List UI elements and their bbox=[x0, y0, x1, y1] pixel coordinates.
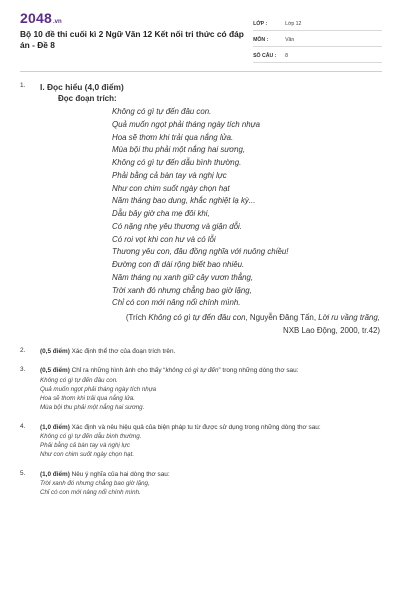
section-title: I. Đọc hiểu (4,0 điểm) bbox=[40, 82, 124, 92]
poem-line: Đường con đi dài rộng biết bao nhiêu. bbox=[112, 260, 245, 269]
source-author: , Nguyễn Đăng Tấn, bbox=[245, 313, 319, 322]
meta-label: MÔN : bbox=[253, 36, 269, 43]
meta-row-subject bbox=[253, 33, 382, 47]
poem-line: Có nặng nhẹ yêu thương và giận dỗi. bbox=[112, 221, 242, 231]
meta-label: LỚP : bbox=[253, 20, 268, 27]
question-body bbox=[40, 347, 382, 356]
excerpt-line: Hoa sẽ thơm khi trải qua nắng lửa. bbox=[40, 395, 136, 403]
poem-line: Phải bằng cả bàn tay và nghị lực bbox=[112, 170, 227, 180]
meta-value: Lớp 12 bbox=[285, 20, 302, 27]
question-number: 1. bbox=[20, 82, 26, 89]
meta-panel bbox=[253, 17, 382, 65]
meta-value: 8 bbox=[285, 52, 288, 59]
question-points: (1,0 điểm) bbox=[40, 423, 70, 431]
question-points: (0,5 điểm) bbox=[40, 367, 70, 375]
question-body bbox=[40, 470, 382, 498]
excerpt-line: Phải bằng cả bàn tay và nghị lực bbox=[40, 442, 130, 450]
header-left bbox=[20, 10, 253, 65]
meta-label: SỐ CÂU : bbox=[253, 52, 277, 59]
poem-line: Thương yêu con, đâu đồng nghĩa với nuông chiều! bbox=[112, 247, 289, 257]
question-4 bbox=[20, 423, 382, 460]
poem-line: Có roi vọt khi con hư và có lỗi bbox=[112, 234, 216, 244]
question-text: Chỉ ra những hình ảnh cho thấy “ bbox=[69, 367, 166, 375]
poem-line: Quả muốn ngọt phải tháng ngày tích nhựa bbox=[112, 119, 261, 129]
poem-line: Không có gì tự đến dẫu bình thường. bbox=[112, 158, 242, 167]
question-body bbox=[40, 366, 382, 412]
question-prompt bbox=[40, 423, 382, 432]
question-1 bbox=[20, 82, 382, 337]
logo-text: 2048 bbox=[20, 10, 52, 26]
excerpt-line: Không có gì tự đến dẫu bình thường. bbox=[40, 433, 142, 441]
page-header bbox=[20, 10, 382, 65]
question-2 bbox=[20, 347, 382, 356]
meta-row-class bbox=[253, 17, 382, 31]
poem-line: Chỉ có con mới nâng nổi chính mình. bbox=[112, 298, 241, 308]
question-3 bbox=[20, 366, 382, 412]
meta-value: Văn bbox=[285, 36, 295, 43]
question-text: Xác định và nêu hiệu quả của biện pháp tu từ được sử dụng trong những dòng thơ sau: bbox=[69, 423, 321, 431]
poem-line: Như con chim suốt ngày chọn hạt bbox=[112, 183, 230, 193]
poem-line: Không có gì tự đến đâu con. bbox=[112, 107, 212, 116]
excerpt-line: Không có gì tự đến đâu con. bbox=[40, 376, 118, 384]
question-body bbox=[40, 82, 382, 337]
question-number: 5. bbox=[20, 469, 26, 477]
source-prefix: (Trích bbox=[125, 313, 149, 322]
poem-line: Trời xanh đó nhưng chẳng bao giờ lặng, bbox=[112, 285, 252, 295]
poem-source bbox=[40, 311, 380, 337]
question-text: Xác định thể thơ của đoạn trích trên. bbox=[69, 348, 176, 355]
source-title: Không có gì tự đến đâu con bbox=[148, 313, 246, 322]
question-prompt bbox=[40, 366, 382, 375]
source-line-2: NXB Lao Động, 2000, tr.42) bbox=[283, 326, 380, 335]
source-line-1 bbox=[40, 311, 380, 324]
document-title: Bộ 10 đề thi cuối kì 2 Ngữ Văn 12 Kết nối tri thức có đáp án - Đề 8 bbox=[20, 29, 244, 50]
question-prompt bbox=[40, 470, 382, 479]
poem-line: Năm tháng bao dung, khắc nghiệt lạ kỳ... bbox=[112, 196, 256, 206]
question-text: ” trong những dòng thơ sau: bbox=[218, 367, 299, 375]
question-number: 3. bbox=[20, 366, 26, 374]
poem bbox=[112, 106, 382, 310]
excerpt-line: Mùa bội thu phải một nắng hai sương. bbox=[40, 404, 145, 412]
excerpt-line: Như con chim suốt ngày chọn hạt. bbox=[40, 451, 135, 459]
site-logo[interactable] bbox=[20, 10, 253, 26]
logo-domain: .vn bbox=[52, 19, 62, 25]
poem-line: Năm tháng nụ xanh giữ cây vươn thẳng, bbox=[112, 272, 254, 282]
excerpt-line: Trời xanh đó nhưng chẳng bao giờ lặng, bbox=[40, 480, 150, 488]
excerpt-line: Chỉ có con mới nâng nổi chính mình. bbox=[40, 489, 141, 497]
poem-line: Hoa sẽ thơm khi trải qua nắng lửa. bbox=[112, 132, 234, 142]
question-points: (0,5 điểm) bbox=[40, 348, 70, 355]
question-number: 2. bbox=[20, 347, 26, 354]
poem-line: Dẫu bây giờ cha mẹ đôi khi, bbox=[112, 209, 210, 218]
question-number: 4. bbox=[20, 422, 26, 430]
meta-row-count bbox=[253, 49, 382, 63]
header-divider bbox=[20, 71, 382, 72]
question-points: (1,0 điểm) bbox=[40, 470, 70, 478]
source-book: Lời ru vầng trăng, bbox=[318, 313, 380, 322]
poem-line: Mùa bội thu phải một nắng hai sương, bbox=[112, 145, 246, 155]
excerpt-line: Quả muốn ngọt phải tháng ngày tích nhựa bbox=[40, 386, 157, 394]
question-5 bbox=[20, 470, 382, 498]
question-quote: không có gì tự đến bbox=[165, 367, 219, 375]
section-subtitle: Đọc đoạn trích: bbox=[58, 94, 117, 103]
question-body bbox=[40, 423, 382, 460]
question-text: Nêu ý nghĩa của hai dòng thơ sau: bbox=[69, 470, 170, 478]
